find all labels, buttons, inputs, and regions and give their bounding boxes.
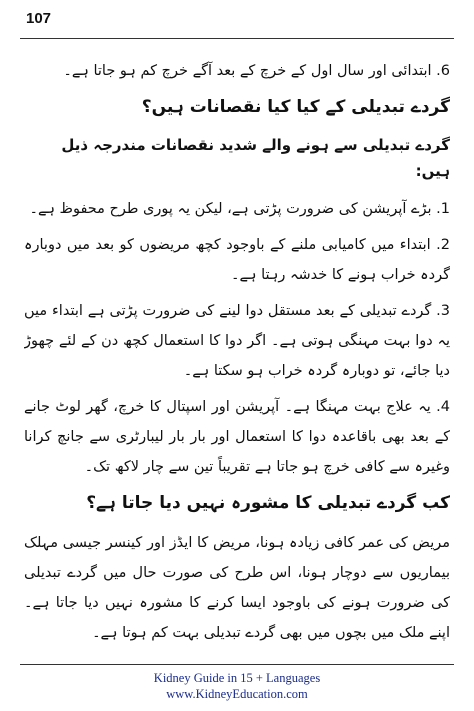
- paragraph-not-advised: مریض کی عمر کافی زیادہ ہونا، مریض کا ایڈز اور کینسر جیسی مہلک بیماریوں سے دوچار ہونا، اس طرح کی صورت حال میں گردے تبدیلی کی ضرورت ہونے کی باوجود ایسا کرنے کا مشورہ نہیں دیا جاتا ہے۔ اپنے ملک میں بچوں میں بھی گردے تبدیلی بہت کم ہوتا ہے۔: [24, 535, 450, 641]
- subheading-serious-disadvantages: گردے تبدیلی سے ہونے والے شدید نقصانات مندرجہ ذیل ہیں:: [61, 136, 450, 180]
- footer: [0, 670, 474, 702]
- top-divider: [20, 38, 454, 39]
- footer-website-link[interactable]: www.KidneyEducation.com: [166, 687, 308, 701]
- heading-when-not-advised: کب گردے تبدیلی کا مشورہ نہیں دیا جاتا ہے؟: [86, 493, 450, 513]
- bottom-divider: [20, 664, 454, 665]
- list-item-1: 1. بڑے آپریشن کی ضرورت پڑتی ہے، لیکن یہ پوری طرح محفوظ ہے۔: [29, 201, 450, 217]
- list-item-2: 2. ابتداء میں کامیابی ملنے کے باوجود کچھ مریضوں کو بعد میں دوبارہ گردہ خراب ہونے کا خدشہ رہتا ہے۔: [24, 237, 450, 283]
- footer-title: Kidney Guide in 15 + Languages: [153, 671, 321, 685]
- list-item-3: 3. گردے تبدیلی کے بعد مستقل دوا لینے کی ضرورت پڑتی ہے ابتداء میں یہ دوا بہت مہنگی ہوتی ہے۔ اگر دوا کا استعمال کچھ دن کے لئے چھوڑ دیا جائے، تو دوبارہ گردہ خراب ہو سکتا ہے۔: [24, 303, 450, 379]
- list-item-6: 6. ابتدائی اور سال اول کے خرچ کے بعد آگے خرچ کم ہو جاتا ہے۔: [63, 63, 450, 79]
- list-item-4: 4. یہ علاج بہت مہنگا ہے۔ آپریشن اور اسپتال کا خرچ، گھر لوٹ جانے کے بعد بھی باقاعدہ دوا کا استعمال اور بار بار لیبارٹری سے جانچ کرانا وغیرہ سے کافی خرچ ہو جاتا ہے تقریباً تین سے چار لاکھ تک۔: [24, 399, 450, 475]
- heading-disadvantages: گردے تبدیلی کے کیا کیا نقصانات ہیں؟: [141, 97, 450, 117]
- page-number: 107: [26, 10, 52, 27]
- page-content: [24, 56, 450, 651]
